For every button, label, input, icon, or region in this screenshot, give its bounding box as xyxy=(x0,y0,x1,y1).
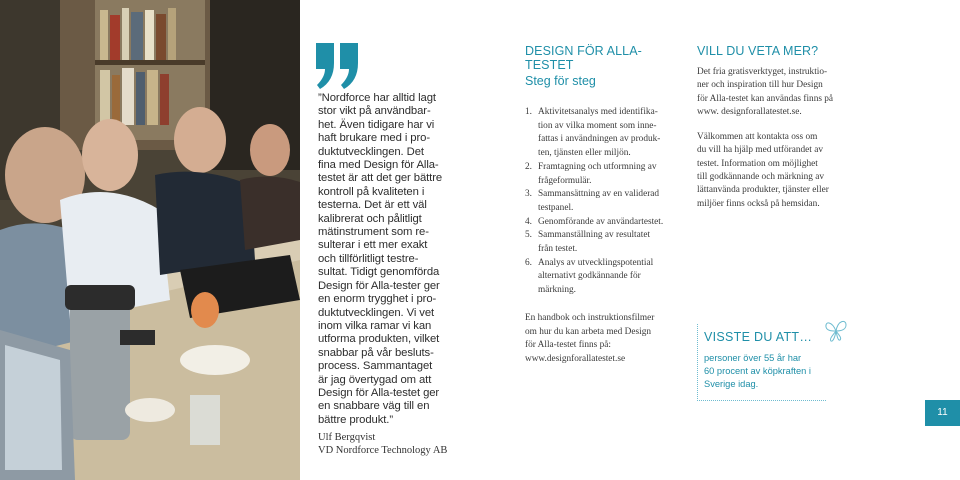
quote-line: fina med Design för Alla- xyxy=(318,159,439,172)
meeting-photo xyxy=(0,0,300,480)
website-link[interactable]: www. designforallatestet.se. xyxy=(697,106,802,117)
steps-heading: DESIGN FÖR ALLA-TESTET xyxy=(525,44,642,72)
step-line: tion av vilka moment som inne- xyxy=(538,120,657,131)
paragraph-line: En handbok och instruktionsfilmer xyxy=(525,312,655,323)
list-item xyxy=(525,188,677,215)
info-section xyxy=(697,44,857,211)
step-number: 5. xyxy=(525,230,532,241)
paragraph-line: för Alla-testet kan användas finns på xyxy=(697,93,834,104)
list-item xyxy=(525,229,677,256)
step-number: 6. xyxy=(525,257,532,268)
quote-line: och tillförlitligt testre- xyxy=(318,252,419,265)
testimonial-column xyxy=(318,40,503,457)
quote-line: kalibrerat och pålitligt xyxy=(318,212,422,225)
paragraph-line: Välkommen att kontakta oss om xyxy=(697,132,818,143)
paragraph-line: miljöer finns också på hemsidan. xyxy=(697,198,820,209)
list-item xyxy=(525,106,677,161)
quote-line: sulterar i ett mer exakt xyxy=(318,239,428,252)
step-text xyxy=(538,161,657,188)
quote-line: duktutvecklingen. Vi vet xyxy=(318,306,435,319)
handbook-paragraph xyxy=(525,312,677,367)
fact-box-title: VISSTE DU ATT… xyxy=(704,330,813,344)
page-number: 11 xyxy=(937,407,948,418)
quote-line: testerna. Det är ett väl xyxy=(318,199,427,212)
fact-box-body xyxy=(704,352,824,391)
quote-line: duktutvecklingen. Det xyxy=(318,145,424,158)
quote-line: haft brukare med i pro- xyxy=(318,132,430,145)
list-item xyxy=(525,216,677,230)
list-item xyxy=(525,257,677,298)
step-line: Genomförande av användartestet. xyxy=(538,216,664,227)
quote-line: sultat. Tidigt genomförda xyxy=(318,266,440,279)
quote-line: stor vikt på användbar- xyxy=(318,105,431,118)
testimonial-quote xyxy=(318,92,503,427)
quote-line: utforma produkten, vilket xyxy=(318,333,440,346)
steps-subheading: Steg för steg xyxy=(525,74,596,88)
website-link[interactable]: www.designforallatestet.se xyxy=(525,353,626,364)
list-item xyxy=(525,161,677,188)
step-number: 4. xyxy=(525,216,532,227)
step-line: Analys av utvecklingspotential xyxy=(538,257,654,268)
quote-author xyxy=(318,432,503,457)
step-line: ten, tjänsten eller miljön. xyxy=(538,148,631,159)
quote-line: het. Även tidigare har vi xyxy=(318,118,435,131)
step-text xyxy=(538,216,663,230)
butterfly-icon xyxy=(823,317,849,343)
paragraph-line: testet. Information om möjlighet xyxy=(697,158,818,169)
fact-line: 60 procent av köpkraften i xyxy=(704,366,811,376)
step-number: 2. xyxy=(525,161,532,172)
step-line: alternativt godkännande för xyxy=(538,271,641,282)
step-line: Sammansättning av en validerad xyxy=(538,189,660,200)
step-text xyxy=(538,229,650,256)
page-number-box xyxy=(925,400,960,426)
steps-list xyxy=(525,106,677,298)
quote-line: kontroll på kvaliteten i xyxy=(318,185,425,198)
author-title: VD Nordforce Technology AB xyxy=(318,444,448,456)
paragraph-line: till godkännande och märkning av xyxy=(697,172,825,183)
paragraph-line: Det fria gratisverktyget, instruktio- xyxy=(697,67,828,77)
step-line: från testet. xyxy=(538,244,578,255)
paragraph-line: ner och inspiration till hur Design xyxy=(697,80,823,91)
quote-line: process. Sammantaget xyxy=(318,360,433,373)
step-line: märkning. xyxy=(538,285,576,296)
quote-line: inom vilka ramar vi kan xyxy=(318,319,432,332)
step-text xyxy=(538,106,660,161)
quote-line: mätinstrument som re- xyxy=(318,226,429,239)
step-line: Framtagning och utformning av xyxy=(538,161,657,172)
paragraph-line: om hur du kan arbeta med Design xyxy=(525,326,651,337)
fact-line: personer över 55 år har xyxy=(704,353,802,363)
step-line: frågeformulär. xyxy=(538,175,592,186)
fact-line: Sverige idag. xyxy=(704,379,759,389)
step-line: Sammanställning av resultatet xyxy=(538,230,651,241)
quote-line: är jag övertygad om att xyxy=(318,373,432,386)
step-number: 3. xyxy=(525,189,532,200)
quote-line: Design för Alla-testet ger xyxy=(318,386,440,399)
paragraph-line: lättanvända produkter, tjänster eller xyxy=(697,185,829,196)
paragraph-line: för Alla-testet finns på: xyxy=(525,340,611,351)
quote-line: ”Nordforce har alltid lagt xyxy=(318,92,436,104)
author-name: Ulf Bergqvist xyxy=(318,432,376,444)
paragraph-line: du vill ha hjälp med utförandet av xyxy=(697,145,823,156)
steps-section xyxy=(525,44,677,367)
step-number: 1. xyxy=(525,107,532,117)
step-line: Aktivitetsanalys med identifika- xyxy=(538,107,658,117)
quote-line: testet är att det ger bättre xyxy=(318,172,443,185)
step-line: fattas i användningen av produk- xyxy=(538,134,661,145)
info-heading: VILL DU VETA MER? xyxy=(697,44,819,58)
step-line: testpanel. xyxy=(538,202,574,213)
info-paragraph-2 xyxy=(697,131,857,211)
quote-line: snabbar på vår besluts- xyxy=(318,346,434,359)
quote-mark-icon xyxy=(314,40,362,92)
quote-line: en enorm trygghet i pro- xyxy=(318,293,437,306)
step-text xyxy=(538,188,659,215)
info-paragraph-1 xyxy=(697,66,857,119)
quote-line: en snabbare väg till en xyxy=(318,400,430,413)
quote-line: Design för Alla-tester ger xyxy=(318,279,440,292)
step-text xyxy=(538,257,653,298)
quote-line: bättre produkt.” xyxy=(318,413,394,426)
